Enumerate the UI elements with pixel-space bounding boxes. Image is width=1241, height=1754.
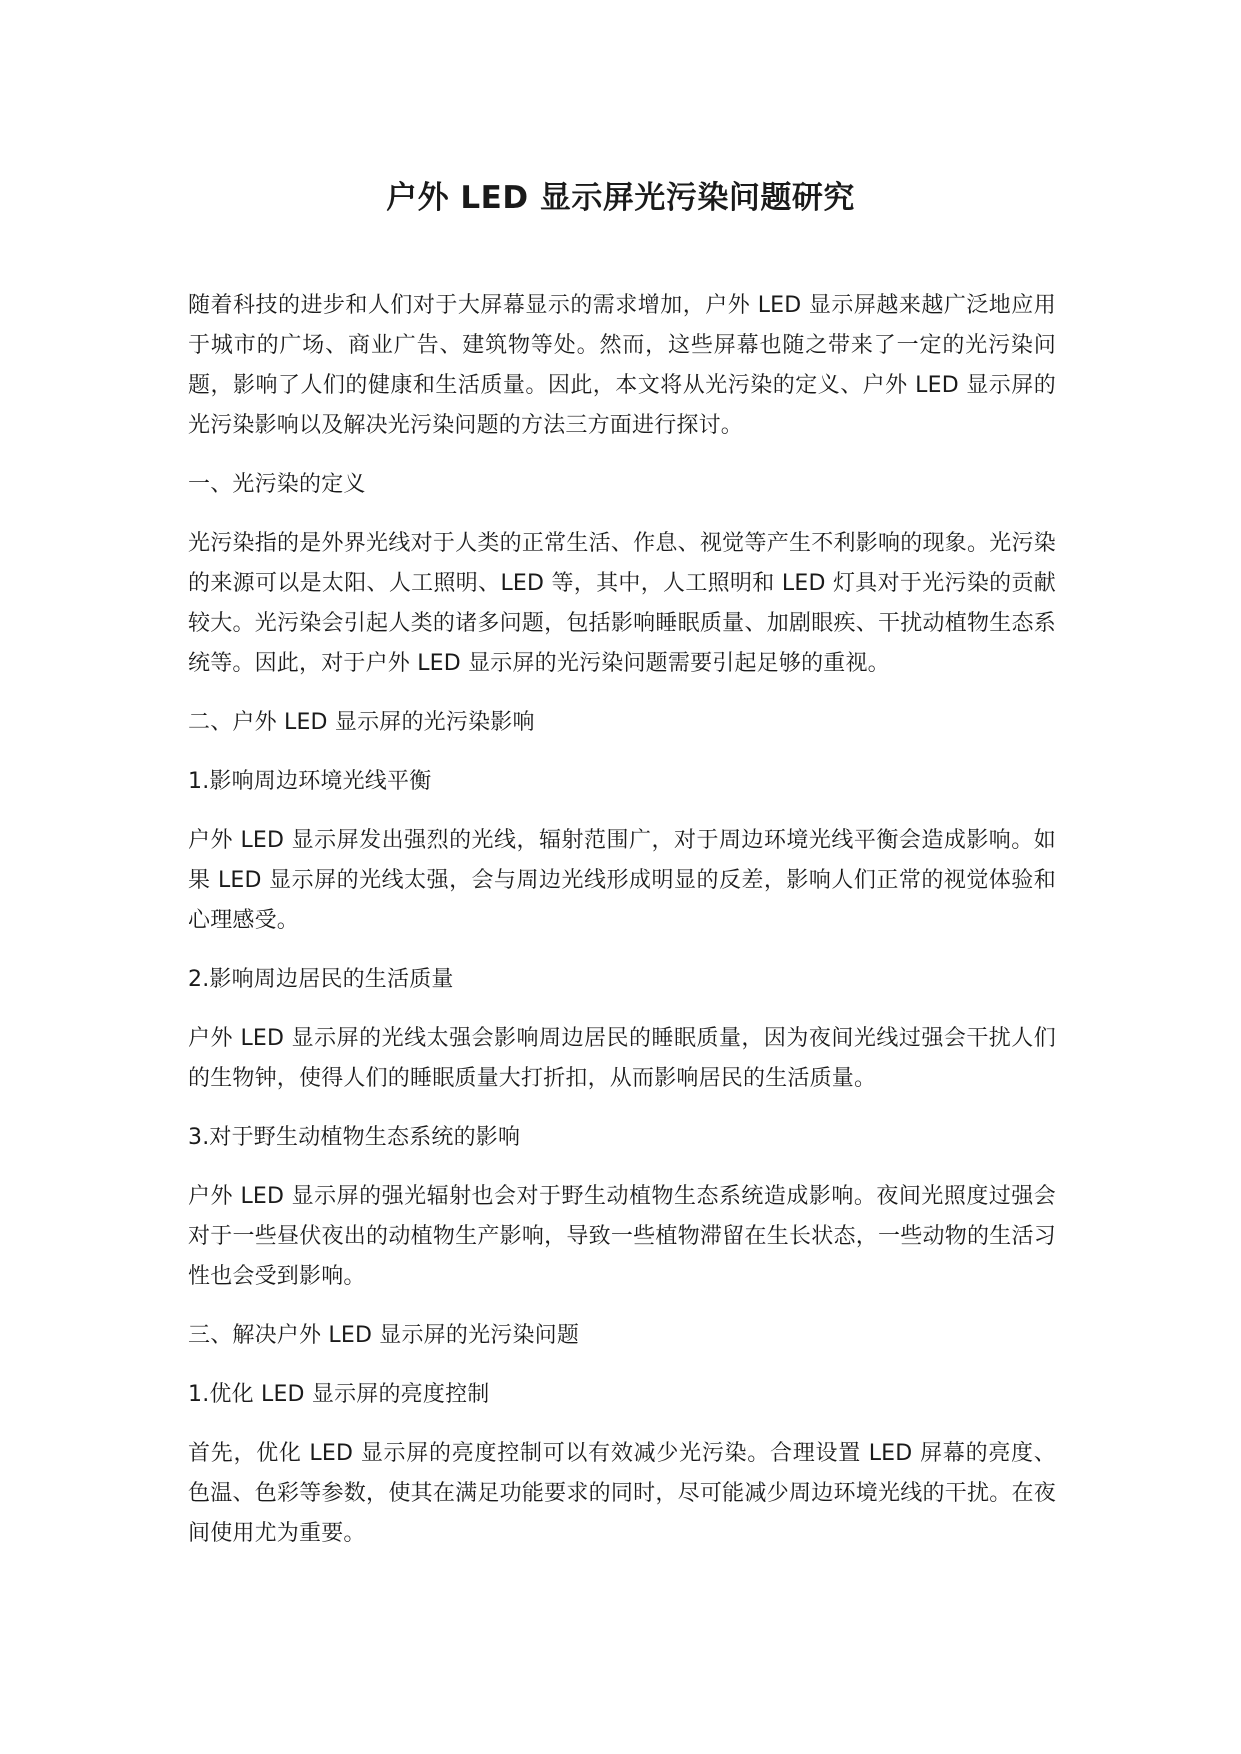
- paragraph-2-3: 户外 LED 显示屏的强光辐射也会对于野生动植物生态系统造成影响。夜间光照度过强会对于一些昼伏夜出的动植物生产影响，导致一些植物滞留在生长状态，一些动物的生活习性也会受到影响。: [188, 1184, 1056, 1289]
- paragraph-intro: 随着科技的进步和人们对于大屏幕显示的需求增加，户外 LED 显示屏越来越广泛地应用于城市的广场、商业广告、建筑物等处。然而，这些屏幕也随之带来了一定的光污染问题，影响了人们的健康和生活质量。因此，本文将从光污染的定义、户外 LED 显示屏的光污染影响以及解决光污染问题的方法三方面进行探讨。: [188, 293, 1056, 438]
- paragraph-definition: 光污染指的是外界光线对于人类的正常生活、作息、视觉等产生不利影响的现象。光污染的来源可以是太阳、人工照明、LED 等，其中，人工照明和 LED 灯具对于光污染的贡献较大。光污染会引起人类的诸多问题，包括影响睡眠质量、加剧眼疾、干扰动植物生态系统等。因此，对于户外 LED 显示屏的光污染问题需要引起足够的重视。: [188, 531, 1056, 676]
- subheading-2-1: 1.影响周边环境光线平衡: [188, 769, 432, 794]
- document-title: 户外 LED 显示屏光污染问题研究: [386, 180, 855, 216]
- section-heading-3: 三、解决户外 LED 显示屏的光污染问题: [188, 1323, 580, 1348]
- subheading-2-2: 2.影响周边居民的生活质量: [188, 967, 454, 992]
- paragraph-3-1: 首先，优化 LED 显示屏的亮度控制可以有效减少光污染。合理设置 LED 屏幕的亮度、色温、色彩等参数，使其在满足功能要求的同时，尽可能减少周边环境光线的干扰。在夜间使用尤为重要。: [188, 1441, 1056, 1546]
- section-heading-2: 二、户外 LED 显示屏的光污染影响: [188, 710, 535, 735]
- subheading-2-3: 3.对于野生动植物生态系统的影响: [188, 1125, 521, 1150]
- section-heading-1: 一、光污染的定义: [188, 472, 366, 497]
- document-body: [188, 286, 1056, 1554]
- subheading-3-1: 1.优化 LED 显示屏的亮度控制: [188, 1382, 490, 1407]
- paragraph-2-2: 户外 LED 显示屏的光线太强会影响周边居民的睡眠质量，因为夜间光线过强会干扰人们的生物钟，使得人们的睡眠质量大打折扣，从而影响居民的生活质量。: [188, 1026, 1056, 1091]
- paragraph-2-1: 户外 LED 显示屏发出强烈的光线，辐射范围广，对于周边环境光线平衡会造成影响。如果 LED 显示屏的光线太强，会与周边光线形成明显的反差，影响人们正常的视觉体验和心理感受。: [188, 828, 1056, 933]
